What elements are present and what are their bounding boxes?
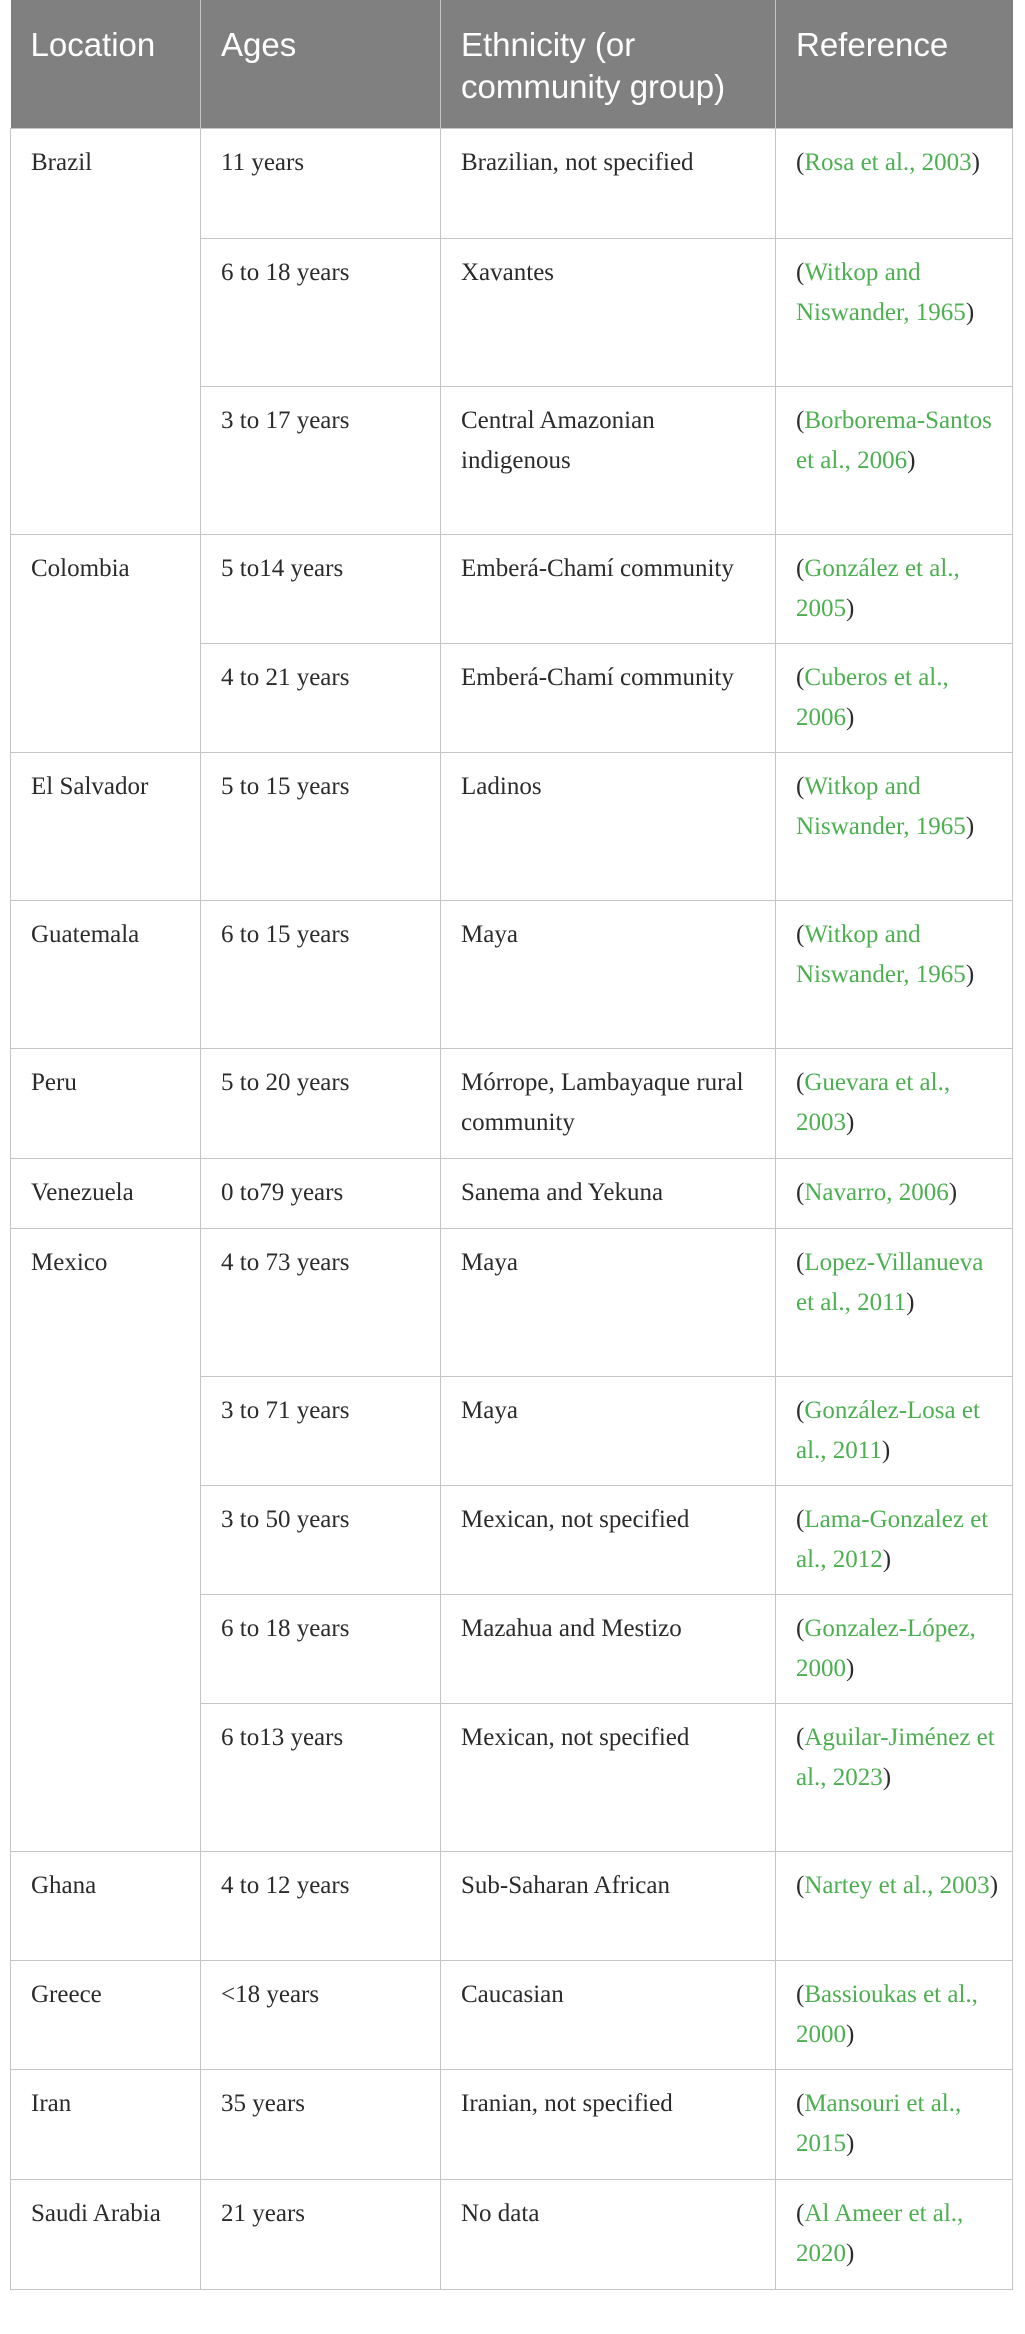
paren-close: )	[882, 1546, 892, 1573]
cell-location: El Salvador	[11, 753, 201, 901]
table-body	[11, 129, 1013, 2290]
cell-location: Ghana	[11, 1852, 201, 1961]
paren-open: (	[796, 1724, 805, 1751]
cell-location: Greece	[11, 1961, 201, 2070]
cell-ages: 35 years	[201, 2070, 441, 2180]
paren-close: )	[846, 2130, 855, 2157]
paren-open: (	[796, 1872, 805, 1899]
cell-ethnicity: Maya	[441, 1229, 776, 1377]
table-header	[11, 0, 1013, 129]
cell-reference	[776, 1595, 1013, 1704]
paren-open: (	[796, 1506, 805, 1533]
paren-open: (	[796, 1249, 805, 1276]
paren-close: )	[971, 149, 980, 176]
reference-link[interactable]: Guevara et al., 2003	[796, 1069, 951, 1136]
paren-close: )	[906, 1289, 915, 1316]
cell-reference	[776, 1704, 1013, 1852]
paren-open: (	[796, 1179, 805, 1206]
cell-ethnicity: Iranian, not specified	[441, 2070, 776, 2180]
table-row	[11, 753, 1013, 901]
paren-close: )	[965, 813, 975, 840]
cell-reference	[776, 1049, 1013, 1159]
cell-ethnicity: Maya	[441, 901, 776, 1049]
paren-close: )	[881, 1437, 891, 1464]
reference-link[interactable]: Borborema-Santos et al., 2006	[796, 407, 992, 474]
paren-open: (	[796, 407, 805, 434]
cell-ethnicity: Caucasian	[441, 1961, 776, 2070]
cell-reference	[776, 1229, 1013, 1377]
paren-open: (	[796, 1069, 805, 1096]
cell-reference	[776, 901, 1013, 1049]
cell-ethnicity: Sanema and Yekuna	[441, 1159, 776, 1229]
cell-reference	[776, 535, 1013, 644]
table-row	[11, 2070, 1013, 2180]
reference-link[interactable]: Lama-Gonzalez et al., 2012	[796, 1506, 989, 1573]
header-location: Location	[11, 0, 201, 129]
cell-ages: 3 to 17 years	[201, 387, 441, 535]
table-row	[11, 535, 1013, 644]
cell-ages: 6 to13 years	[201, 1704, 441, 1852]
paren-close: )	[846, 704, 855, 731]
cell-ages: 6 to 15 years	[201, 901, 441, 1049]
table-row	[11, 1961, 1013, 2070]
header-ages: Ages	[201, 0, 441, 129]
cell-ethnicity: Mazahua and Mestizo	[441, 1595, 776, 1704]
cell-ages: 11 years	[201, 129, 441, 239]
reference-link[interactable]: Gonzalez-López, 2000	[796, 1615, 976, 1682]
paren-close: )	[846, 1109, 855, 1136]
cell-reference	[776, 1159, 1013, 1229]
reference-link[interactable]: Witkop and Niswander, 1965	[796, 773, 966, 840]
cell-ages: 4 to 73 years	[201, 1229, 441, 1377]
cell-ages: 6 to 18 years	[201, 1595, 441, 1704]
reference-link[interactable]: Aguilar-Jiménez et al., 2023	[796, 1724, 995, 1791]
data-table	[10, 0, 1013, 2290]
cell-reference	[776, 2070, 1013, 2180]
cell-ethnicity: Mexican, not specified	[441, 1704, 776, 1852]
cell-reference	[776, 239, 1013, 387]
reference-link[interactable]: Mansouri et al., 2015	[796, 2090, 962, 2157]
cell-location: Mexico	[11, 1229, 201, 1852]
cell-location: Guatemala	[11, 901, 201, 1049]
paren-close: )	[846, 595, 855, 622]
cell-ages: 5 to 15 years	[201, 753, 441, 901]
cell-reference	[776, 1377, 1013, 1486]
paren-open: (	[796, 773, 805, 800]
cell-reference	[776, 1852, 1013, 1961]
paren-open: (	[796, 149, 805, 176]
cell-location: Colombia	[11, 535, 201, 753]
cell-ethnicity: Sub-Saharan African	[441, 1852, 776, 1961]
cell-ethnicity: No data	[441, 2180, 776, 2290]
table-row	[11, 1852, 1013, 1961]
paren-open: (	[796, 1981, 805, 2008]
cell-reference	[776, 129, 1013, 239]
cell-ethnicity: Emberá-Chamí community	[441, 535, 776, 644]
reference-link[interactable]: Al Ameer et al., 2020	[796, 2200, 964, 2267]
paren-close: )	[948, 1179, 958, 1206]
table-row	[11, 1159, 1013, 1229]
cell-ages: 4 to 21 years	[201, 644, 441, 753]
table-row	[11, 129, 1013, 239]
cell-location: Venezuela	[11, 1159, 201, 1229]
cell-ethnicity: Ladinos	[441, 753, 776, 901]
reference-link[interactable]: González-Losa et al., 2011	[796, 1397, 980, 1464]
paren-open: (	[796, 1615, 805, 1642]
cell-ages: 4 to 12 years	[201, 1852, 441, 1961]
table-row	[11, 1229, 1013, 1377]
paren-close: )	[882, 1764, 892, 1791]
reference-link[interactable]: Lopez-Villanueva et al., 2011	[796, 1249, 984, 1316]
paren-close: )	[846, 1655, 855, 1682]
cell-ethnicity: Maya	[441, 1377, 776, 1486]
reference-link[interactable]: Navarro, 2006	[804, 1179, 949, 1206]
reference-link[interactable]: Cuberos et al., 2006	[796, 664, 949, 731]
paren-open: (	[796, 921, 805, 948]
header-ethnicity: Ethnicity (or community group)	[441, 0, 776, 129]
paren-close: )	[989, 1872, 999, 1899]
cell-ethnicity: Xavantes	[441, 239, 776, 387]
paren-close: )	[907, 447, 916, 474]
paren-close: )	[965, 299, 975, 326]
cell-ages: 5 to 20 years	[201, 1049, 441, 1159]
cell-location: Saudi Arabia	[11, 2180, 201, 2290]
cell-ages: 21 years	[201, 2180, 441, 2290]
paren-open: (	[796, 555, 805, 582]
reference-link[interactable]: Rosa et al., 2003	[804, 149, 972, 176]
cell-ages: 0 to79 years	[201, 1159, 441, 1229]
paren-open: (	[796, 1397, 805, 1424]
cell-ages: 6 to 18 years	[201, 239, 441, 387]
reference-link[interactable]: Witkop and Niswander, 1965	[796, 921, 966, 988]
cell-ages: 5 to14 years	[201, 535, 441, 644]
reference-link[interactable]: Witkop and Niswander, 1965	[796, 259, 966, 326]
paren-open: (	[796, 2200, 805, 2227]
cell-ethnicity: Mexican, not specified	[441, 1486, 776, 1595]
cell-ethnicity: Central Amazonian indigenous	[441, 387, 776, 535]
paren-open: (	[796, 2090, 805, 2117]
cell-reference	[776, 2180, 1013, 2290]
paren-open: (	[796, 664, 805, 691]
header-reference: Reference	[776, 0, 1013, 129]
cell-reference	[776, 1961, 1013, 2070]
cell-reference	[776, 1486, 1013, 1595]
cell-location: Peru	[11, 1049, 201, 1159]
cell-ethnicity: Emberá-Chamí community	[441, 644, 776, 753]
cell-reference	[776, 753, 1013, 901]
cell-reference	[776, 387, 1013, 535]
paren-close: )	[846, 2021, 855, 2048]
table-row	[11, 1049, 1013, 1159]
reference-link[interactable]: Nartey et al., 2003	[804, 1872, 990, 1899]
reference-link[interactable]: González et al., 2005	[796, 555, 960, 622]
cell-ages: 3 to 71 years	[201, 1377, 441, 1486]
paren-close: )	[965, 961, 975, 988]
table-row	[11, 901, 1013, 1049]
cell-ethnicity: Brazilian, not specified	[441, 129, 776, 239]
cell-ages: 3 to 50 years	[201, 1486, 441, 1595]
cell-ethnicity: Mórrope, Lambayaque rural community	[441, 1049, 776, 1159]
table-row	[11, 2180, 1013, 2290]
cell-ages: <18 years	[201, 1961, 441, 2070]
paren-close: )	[846, 2240, 855, 2267]
cell-reference	[776, 644, 1013, 753]
reference-link[interactable]: Bassioukas et al., 2000	[796, 1981, 978, 2048]
cell-location: Iran	[11, 2070, 201, 2180]
paren-open: (	[796, 259, 805, 286]
cell-location: Brazil	[11, 129, 201, 535]
